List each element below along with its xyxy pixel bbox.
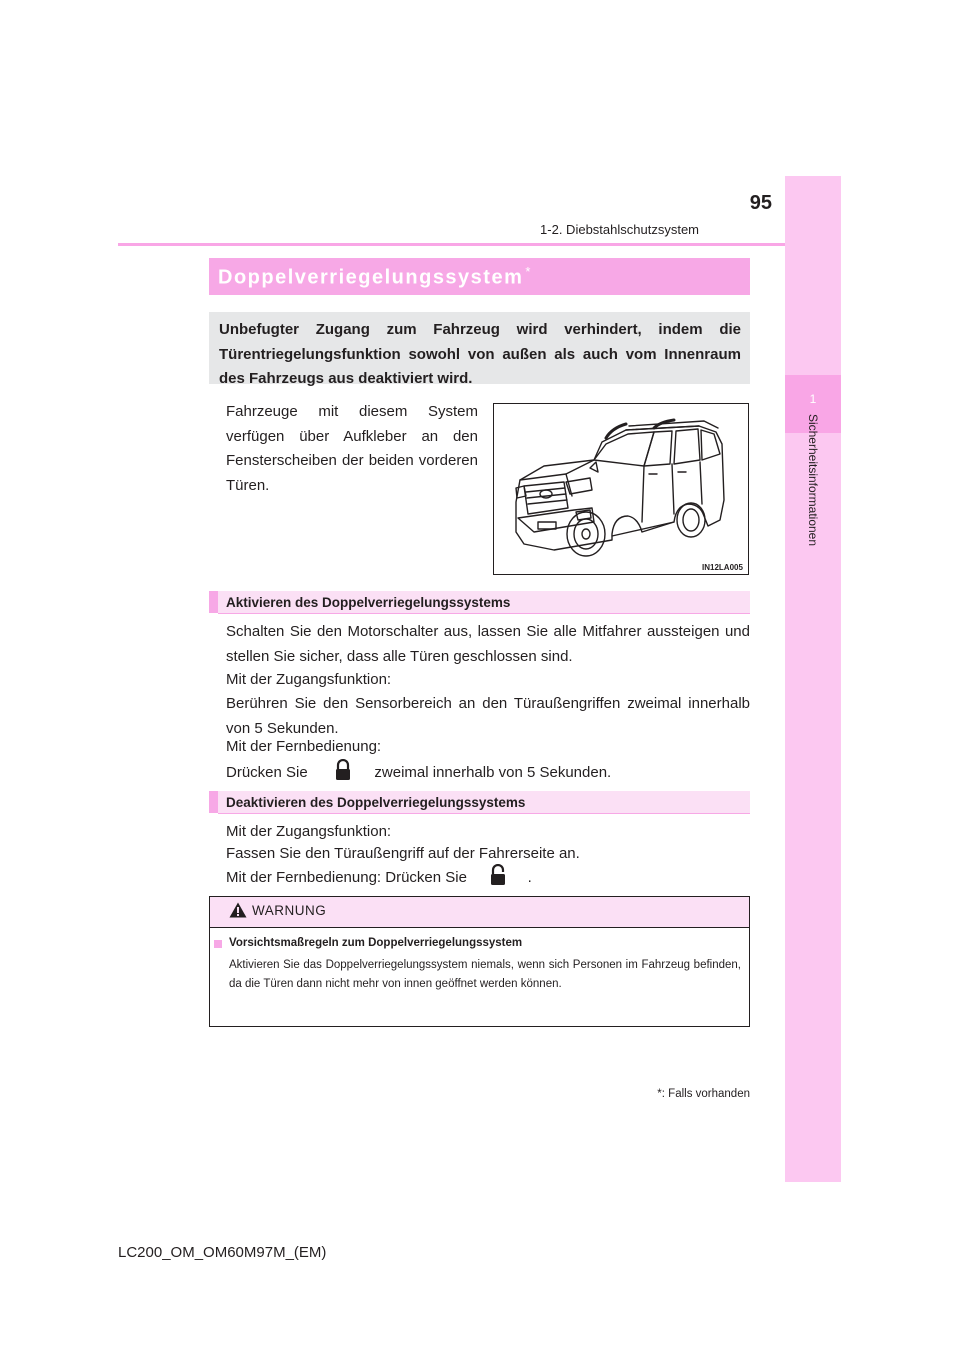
header-rule — [118, 243, 785, 246]
deactivate-heading: Deaktivieren des Doppelverriegelungssystems — [226, 795, 526, 810]
activate-entry-text: Berühren Sie den Sensorbereich an den Türaußengriffen zweimal innerhalb von 5 Sekunden. — [226, 695, 750, 737]
activate-heading: Aktivieren des Doppelverriegelungssystems — [226, 595, 511, 610]
page-title — [218, 264, 532, 290]
chapter-label: Sicherheitsinformationen — [806, 413, 820, 547]
activate-paragraph: Schalten Sie den Motorschalter aus, lassen Sie alle Mitfahrer aussteigen und stellen Sie sicher, dass alle Türen geschlossen sind. — [226, 623, 750, 665]
deactivate-remote-prefix: Mit der Fernbedienung: Drücken Sie — [226, 869, 467, 886]
intro-text: Unbefugter Zugang zum Fahrzeug wird verhindert, indem die Türentriegelungsfunktion sowohl von außen als auch vom Innenraum des Fahrzeugs aus deaktiviert wird. — [219, 321, 741, 387]
suv-drawing-icon — [494, 404, 748, 574]
activate-remote-line — [226, 759, 750, 786]
footnote-marker: * — [657, 1088, 662, 1100]
footer-document-code: LC200_OM_OM60M97M_(EM) — [118, 1244, 327, 1261]
vehicle-illustration — [493, 403, 749, 575]
page-title-text: Doppelverriegelungssystem — [218, 266, 524, 289]
warning-heading: Vorsichtsmaßregeln zum Doppelverriegelungssystem — [229, 937, 523, 949]
activate-remote-prefix: Drücken Sie — [226, 764, 308, 781]
activate-remote-label: Mit der Fernbedienung: — [226, 738, 382, 755]
side-tab — [785, 176, 841, 1182]
section-reference: 1-2. Diebstahlschutzsystem — [540, 222, 699, 237]
activate-heading-bar — [209, 591, 750, 613]
footnote — [560, 1088, 750, 1100]
warning-title: WARNUNG — [252, 903, 327, 918]
warning-bullet — [214, 940, 222, 948]
deactivate-remote-line — [226, 864, 750, 891]
title-marker: * — [525, 264, 532, 279]
activate-remote-suffix: zweimal innerhalb von 5 Sekunden. — [374, 764, 612, 781]
lock-icon — [334, 759, 352, 781]
deactivate-entry-text: Fassen Sie den Türaußengriff auf der Fahrerseite an. — [226, 845, 580, 862]
activate-entry-label: Mit der Zugangsfunktion: — [226, 671, 392, 688]
page-number: 95 — [749, 192, 772, 214]
unlock-icon — [489, 864, 507, 886]
warning-text: Aktivieren Sie das Doppelverriegelungssystem niemals, wenn sich Personen im Fahrzeug befinden, da die Türen dann nicht mehr von innen geöffnet werden können. — [229, 959, 741, 990]
figure-code: IN12LA005 — [702, 563, 743, 572]
deactivate-heading-bar — [209, 791, 750, 813]
footnote-text: : Falls vorhanden — [661, 1088, 750, 1100]
chapter-number: 1 — [809, 392, 817, 406]
sticker-paragraph: Fahrzeuge mit diesem System verfügen über Aufkleber an den Fensterscheiben der beiden vorderen Türen. — [226, 403, 478, 494]
warning-triangle-icon — [229, 902, 247, 918]
deactivate-entry-label: Mit der Zugangsfunktion: — [226, 823, 392, 840]
deactivate-remote-suffix: . — [527, 869, 532, 886]
